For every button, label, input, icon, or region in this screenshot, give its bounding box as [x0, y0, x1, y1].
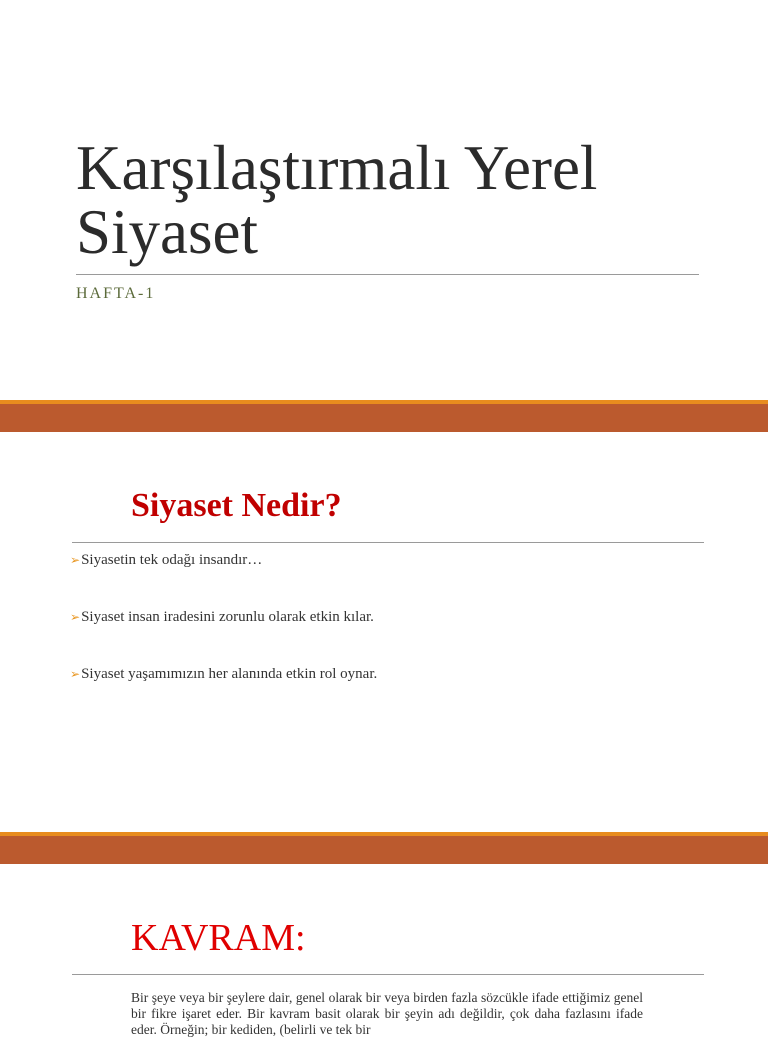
body-paragraph: Bir şeye veya bir şeylere dair, genel olarak bir veya birden fazla sözcükle ifade ettiğimiz genel bir fikre işaret eder. Bir kavram basit olarak bir şeyin adı değildir, çok daha fazlasını ifade eder. Örneğin; bir kediden, (belirli ve tek bir: [131, 989, 643, 1037]
slide-heading: KAVRAM:: [131, 917, 306, 959]
slide-separator: [0, 832, 768, 864]
arrow-bullet-icon: ➢: [70, 610, 81, 624]
presentation-title: [76, 133, 696, 267]
bullet-item: [70, 552, 262, 569]
heading-divider-line: [72, 974, 704, 975]
title-line-1: Karşılaştırmalı Yerel: [76, 133, 598, 203]
bullet-item: [70, 666, 377, 683]
bullet-text: Siyasetin tek odağı insandır…: [81, 552, 263, 568]
slide-heading: Siyaset Nedir?: [131, 487, 342, 524]
slide-kavram: [0, 864, 768, 1037]
bullet-item: [70, 609, 374, 626]
arrow-bullet-icon: ➢: [70, 667, 81, 681]
presentation-subtitle: HAFTA-1: [76, 285, 156, 302]
title-line-2: Siyaset: [76, 197, 258, 267]
slide-title: [0, 0, 768, 400]
title-divider-line: [76, 274, 699, 275]
slide-siyaset-nedir: [0, 432, 768, 832]
heading-divider-line: [72, 542, 704, 543]
bullet-text: Siyaset yaşamımızın her alanında etkin rol oynar.: [81, 666, 378, 682]
arrow-bullet-icon: ➢: [70, 553, 81, 567]
bullet-text: Siyaset insan iradesini zorunlu olarak etkin kılar.: [81, 609, 374, 625]
slide-separator: [0, 400, 768, 432]
